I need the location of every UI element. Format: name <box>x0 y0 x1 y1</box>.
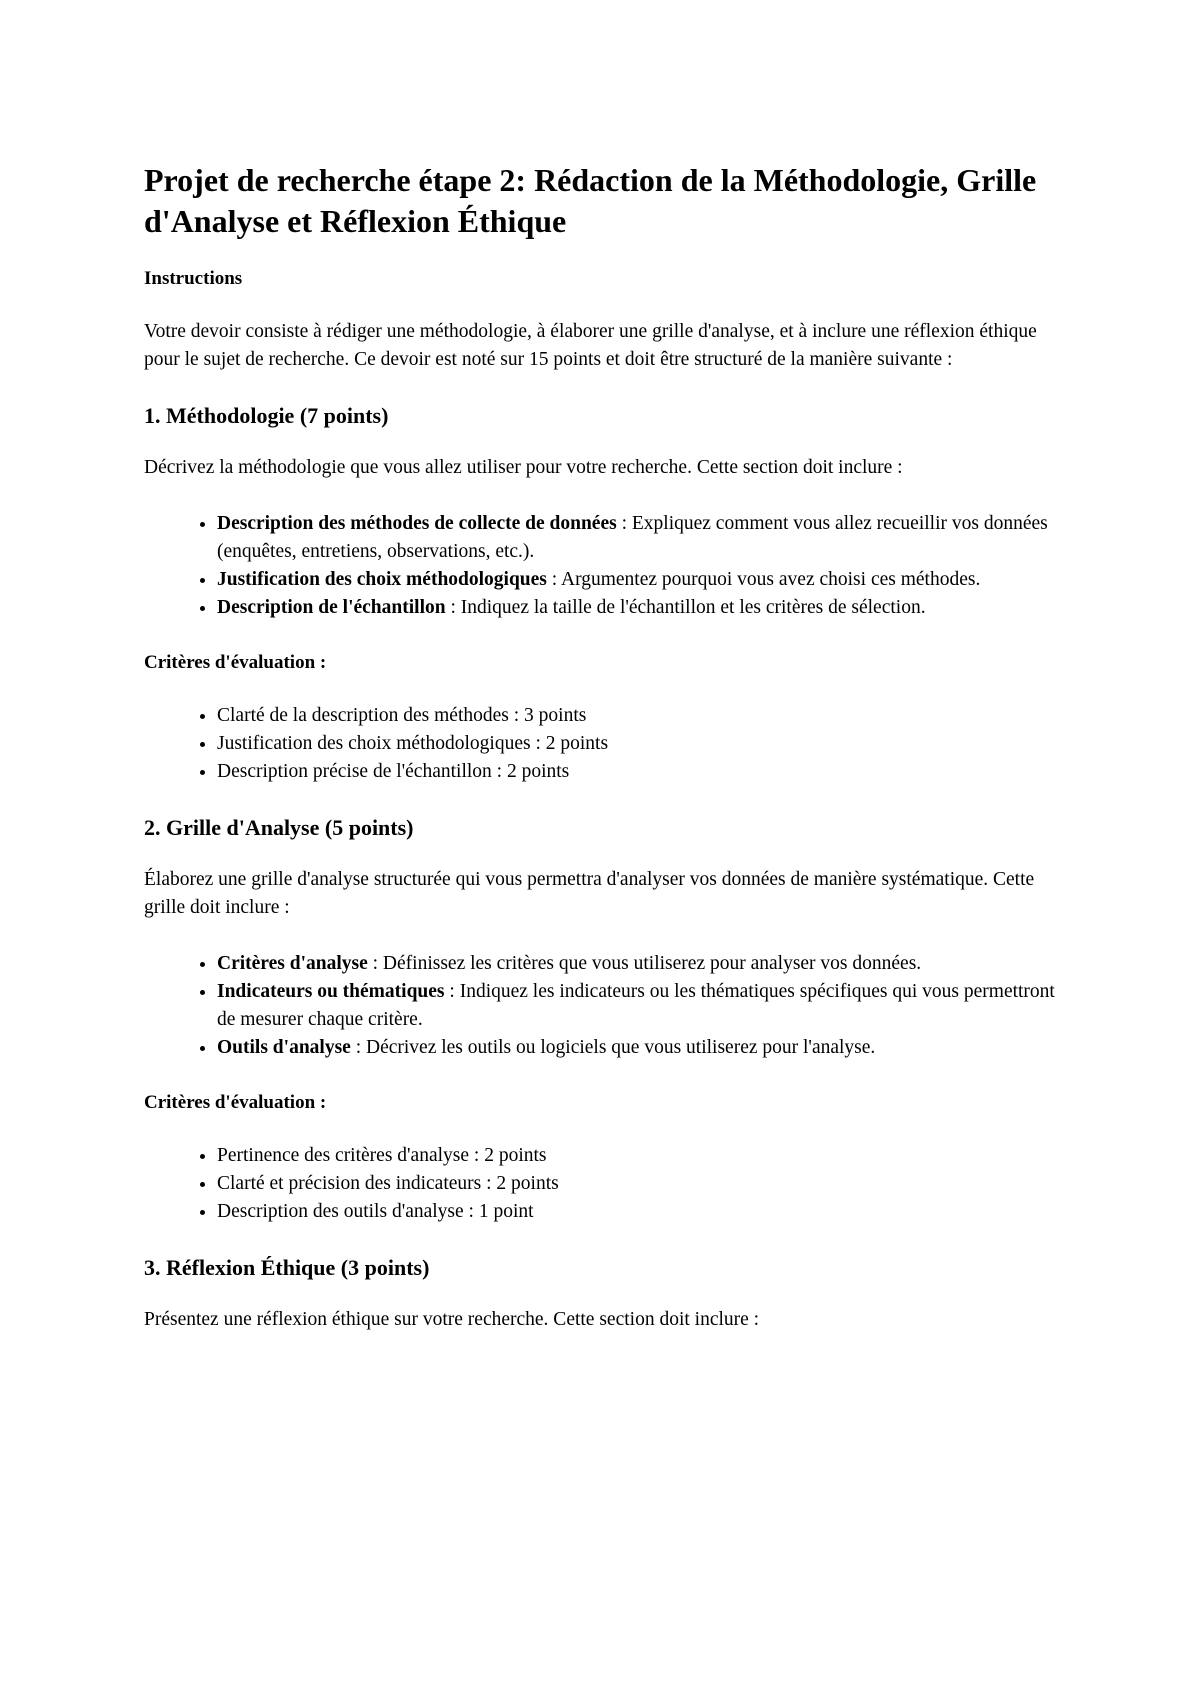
methodologie-criteria-list <box>144 702 1064 786</box>
instructions-heading: Instructions <box>144 268 243 289</box>
item-term: Outils d'analyse <box>217 1037 351 1058</box>
list-item <box>217 510 1064 566</box>
item-desc: : Indiquez les indicateurs ou les thématiques spécifiques qui vous permettront de mesurer chaque critère. <box>217 981 1055 1030</box>
instructions-text: Votre devoir consiste à rédiger une méthodologie, à élaborer une grille d'analyse, et à inclure une réflexion éthique pour le sujet de recherche. Ce devoir est noté sur 15 points et doit être structuré de la manière suivante : <box>144 321 1037 370</box>
section-ethique-intro: Présentez une réflexion éthique sur votre recherche. Cette section doit inclure : <box>144 1309 760 1330</box>
list-item: • Clarté de la description des méthodes : 3 points <box>217 702 1064 730</box>
item-term: Description des méthodes de collecte de données <box>217 513 617 534</box>
section-methodologie-heading: 1. Méthodologie (7 points) <box>144 403 389 428</box>
section-grille-heading: 2. Grille d'Analyse (5 points) <box>144 815 414 840</box>
item-term: Description de l'échantillon <box>217 597 446 618</box>
grille-criteria-heading: Critères d'évaluation : <box>144 1092 327 1113</box>
list-item <box>217 594 1064 622</box>
grille-criteria-list <box>144 1142 1064 1226</box>
list-item <box>217 950 1064 978</box>
list-item <box>217 1034 1064 1062</box>
item-desc: : Expliquez comment vous allez recueillir vos données (enquêtes, entretiens, observations, etc.). <box>217 513 1048 562</box>
item-desc: : Définissez les critères que vous utiliserez pour analyser vos données. <box>367 953 922 974</box>
item-desc: : Décrivez les outils ou logiciels que vous utiliserez pour l'analyse. <box>350 1037 876 1058</box>
list-item <box>217 566 1064 594</box>
item-term: Indicateurs ou thématiques <box>217 981 445 1002</box>
methodologie-items-list <box>144 510 1064 622</box>
list-item: • Clarté et précision des indicateurs : 2 points <box>217 1170 1064 1198</box>
item-desc: : Argumentez pourquoi vous avez choisi ces méthodes. <box>546 569 981 590</box>
item-term: Critères d'analyse <box>217 953 368 974</box>
list-item: • Pertinence des critères d'analyse : 2 points <box>217 1142 1064 1170</box>
list-item: • Description des outils d'analyse : 1 point <box>217 1198 1064 1226</box>
list-item: • Justification des choix méthodologiques : 2 points <box>217 730 1064 758</box>
section-grille-intro: Élaborez une grille d'analyse structurée qui vous permettra d'analyser vos données de manière systématique. Cette grille doit inclure : <box>144 869 1035 918</box>
list-item <box>217 978 1064 1034</box>
section-ethique-heading: 3. Réflexion Éthique (3 points) <box>144 1255 430 1280</box>
grille-items-list <box>144 950 1064 1062</box>
item-desc: : Indiquez la taille de l'échantillon et les critères de sélection. <box>445 597 926 618</box>
document-title: Projet de recherche étape 2: Rédaction de la Méthodologie, Grille d'Analyse et Réflexion Éthique <box>144 162 1037 239</box>
item-term: Justification des choix méthodologiques <box>217 569 547 590</box>
document-page <box>144 160 1064 1362</box>
section-methodologie-intro: Décrivez la méthodologie que vous allez utiliser pour votre recherche. Cette section doit inclure : <box>144 457 903 478</box>
list-item: • Description précise de l'échantillon : 2 points <box>217 758 1064 786</box>
methodologie-criteria-heading: Critères d'évaluation : <box>144 652 327 673</box>
